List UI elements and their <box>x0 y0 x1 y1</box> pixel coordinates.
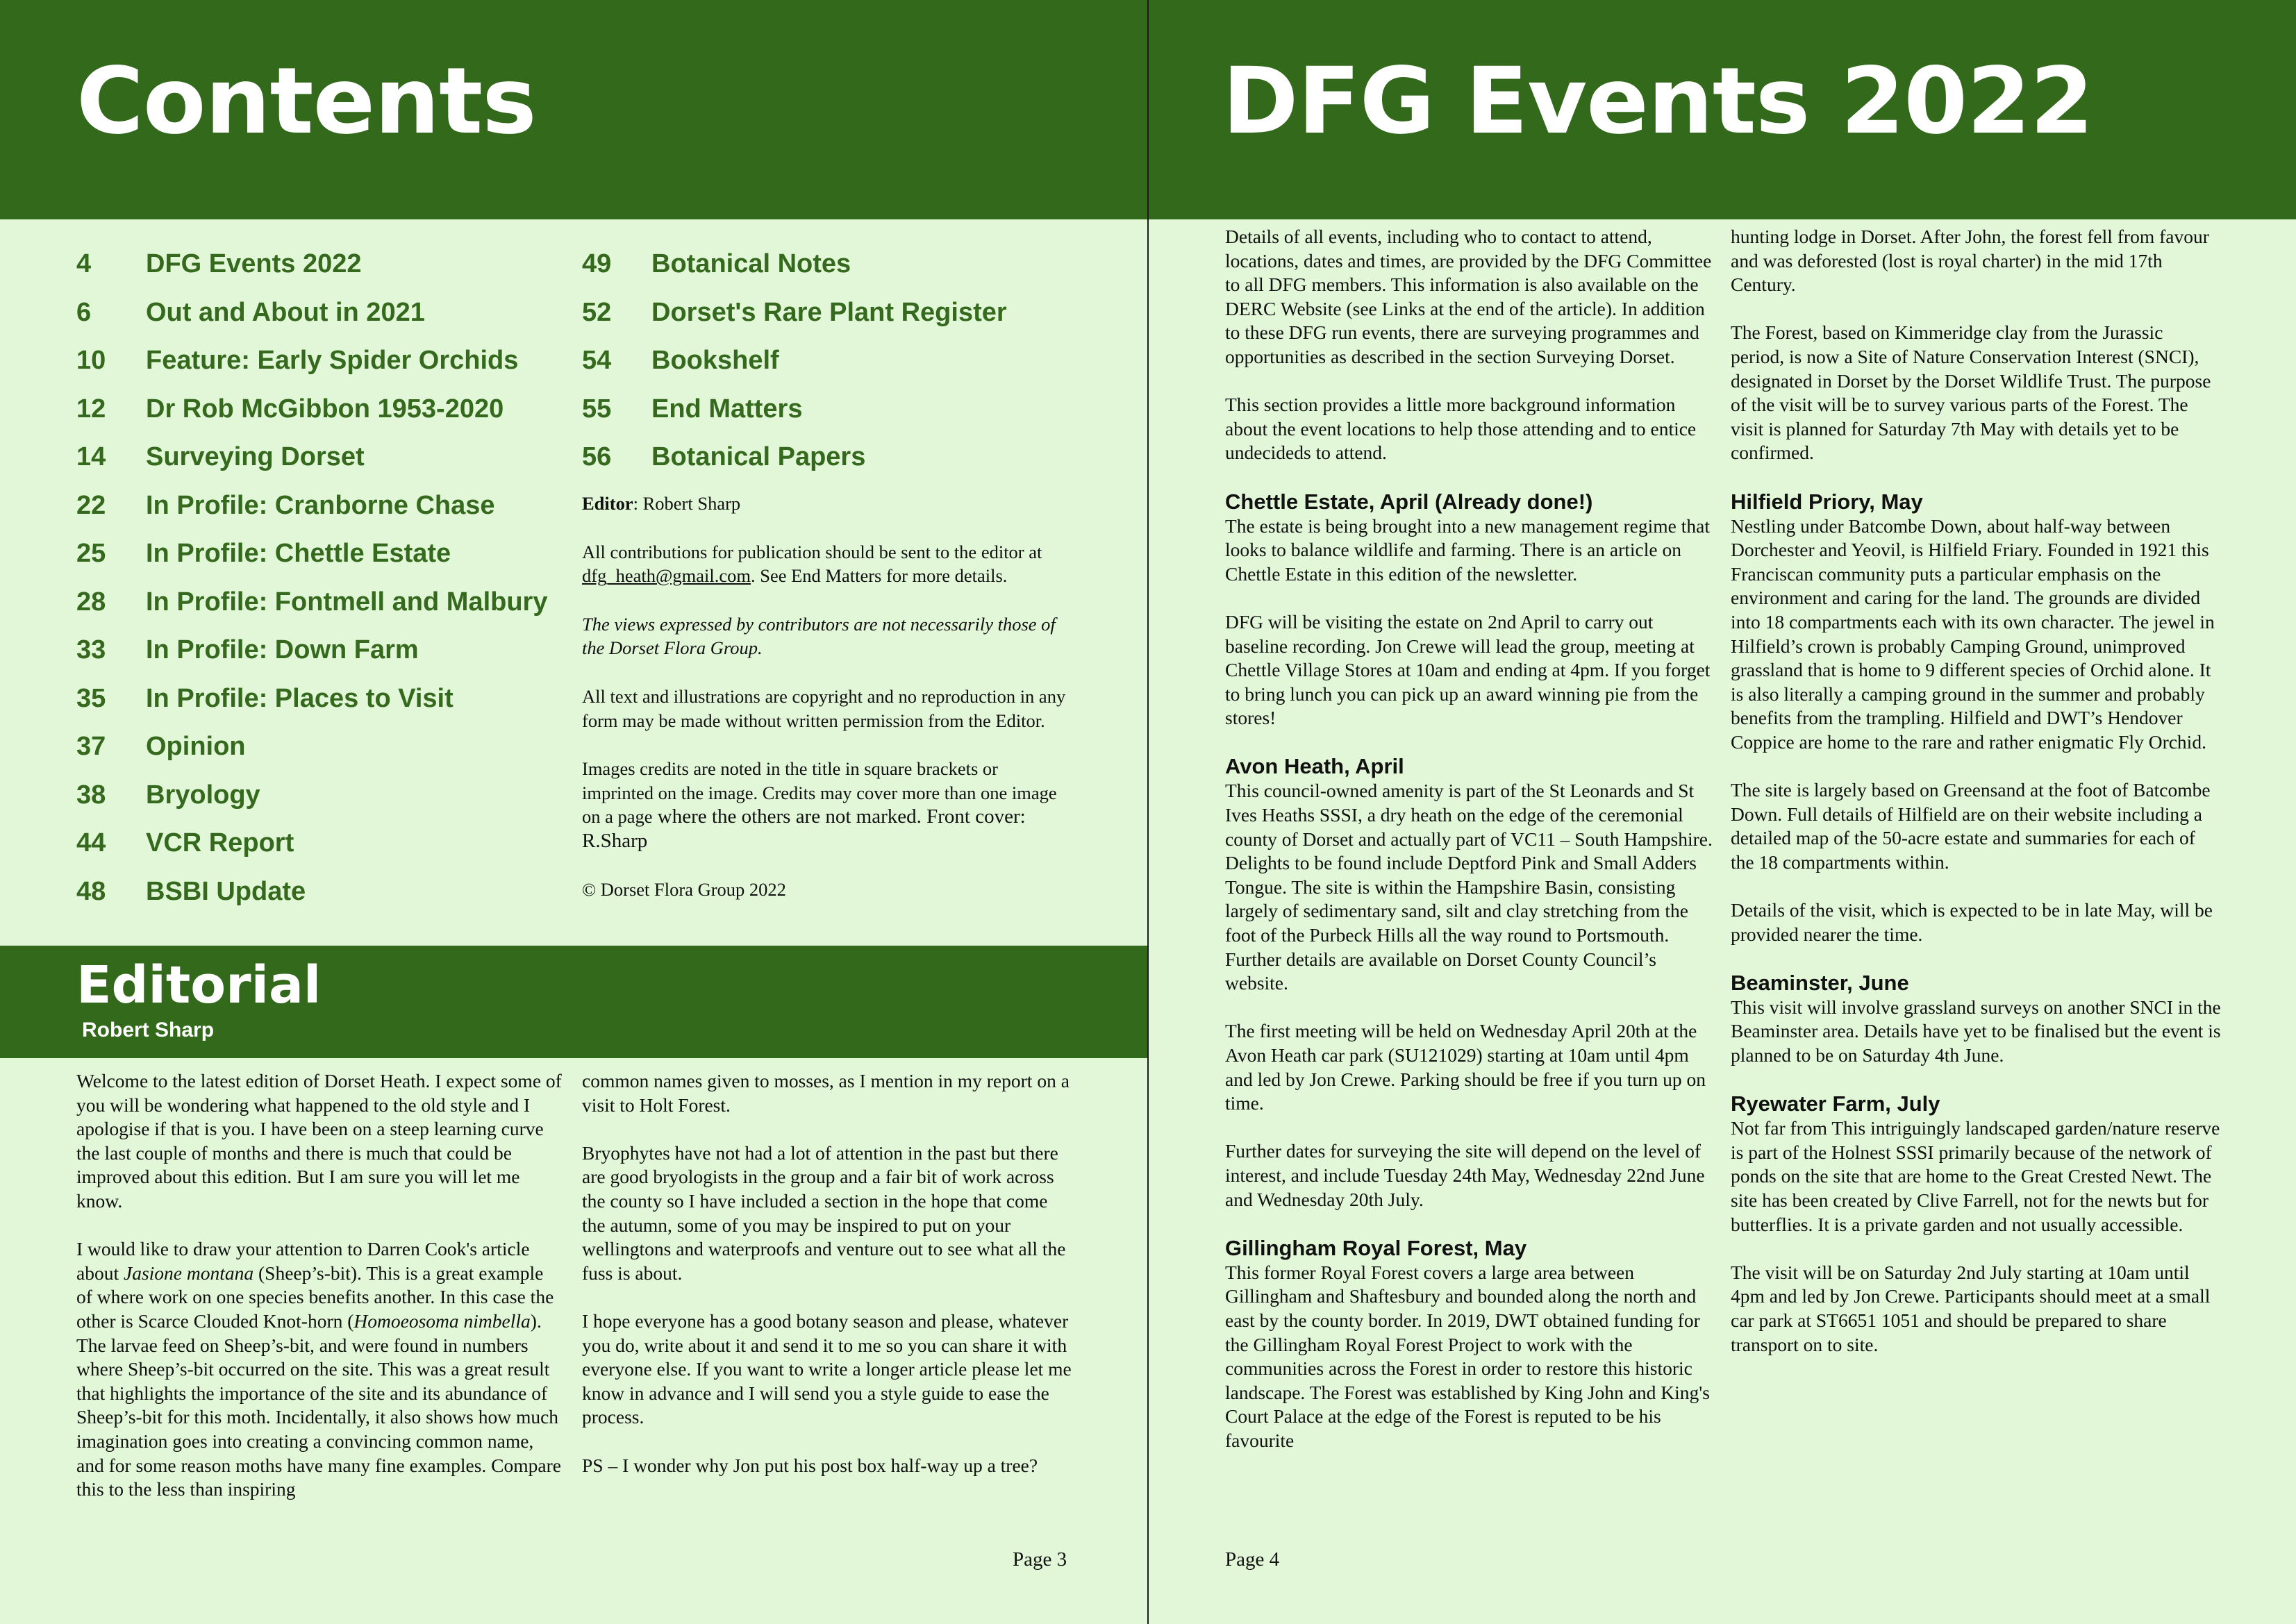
toc-page-number: 4 <box>76 249 92 279</box>
toc-entry-title: In Profile: Places to Visit <box>146 683 454 713</box>
events-paragraph: This former Royal Forest covers a large area between Gillingham and Shaftesbury and bounded along the north and east by the county border. In 2019, DWT obtained funding for the Gillingham Royal Forest Project to work with the communities across the Forest in order to restore this historic landscape. The Forest was established by King John and King's Court Palace at the edge of the Forest is reputed to be his favourite <box>1225 1261 1710 1451</box>
toc-page-number: 44 <box>76 828 106 858</box>
toc-page-number: 28 <box>76 587 106 617</box>
toc-entry[interactable] <box>582 289 1068 337</box>
image-credits-text-end: where the others are not marked. Front cover: R.Sharp <box>582 805 1026 852</box>
events-paragraph: This section provides a little more background information about the event locations to help those attending and to entice undecideds to attend. <box>1225 394 1697 464</box>
editorial-text: ). The larvae feed on Sheep’s-bit, and were found in numbers where Sheep’s-bit occurred on the site. This was a great result that highlights the importance of the site and its abundance of Sheep’s-bit for this moth. Incidentally, it also shows how much imagination goes into creating a convincing common name, and for some reason moths have many fine examples. Compare this to the less than inspiring <box>76 1309 561 1500</box>
species-name: Homoeosoma nimbella <box>353 1309 531 1332</box>
editorial-paragraph <box>76 1237 563 1502</box>
editorial-author: Robert Sharp <box>82 1019 215 1041</box>
toc-entry[interactable] <box>76 240 576 289</box>
editorial-paragraph: Bryophytes have not had a lot of attention in the past but there are good bryologists in the group and a fair bit of work across the county so I have included a section in the hope that come the autumn, some of you may be inspired to put on your wellingtons and waterproofs and venture out to see what all the fuss is about. <box>582 1141 1066 1284</box>
editorial-paragraph: PS – I wonder why Jon put his post box half-way up a tree? <box>582 1454 1038 1476</box>
toc-entry[interactable] <box>582 240 1068 289</box>
toc-entry-title: Opinion <box>146 732 246 762</box>
toc-entry-title: Surveying Dorset <box>146 442 365 472</box>
toc-page-number: 10 <box>76 346 106 376</box>
editorial-text: (Sheep’s-bit). This is a great example of where work on one species benefits another. In this case the other is Scarce Clouded Knot-horn ( <box>76 1262 554 1332</box>
editorial-text: I would like to draw your attention to Darren Cook's article about <box>76 1238 530 1284</box>
events-paragraph: hunting lodge in Dorset. After John, the forest fell from favour and was deforested (lost is royal charter) in the mid 17th Century. <box>1731 226 2209 296</box>
editorial-paragraph: I hope everyone has a good botany season and please, whatever you do, write about it and send it to me so you can share it with everyone else. If you want to write a longer article please let me know in advance and I will send you a style guide to ease the process. <box>582 1309 1072 1428</box>
toc-list-right <box>582 240 1068 482</box>
events-paragraph: This council-owned amenity is part of the St Leonards and St Ives Heaths SSSI, a dry heath on the edge of the ceremonial county of Dorset and actually part of VC11 – South Hampshire. Delights to be found include Deptford Pink and Small Adders Tongue. The site is within the Hampshire Basin, consisting largely of sedimentary sand, silt and clay stretching from the foot of the Purbeck Hills all the way round to Portsmouth. Further details are available on Dorset County Council’s website. <box>1225 780 1713 994</box>
contributions-text-end: . See End Matters for more details. <box>750 565 1008 587</box>
contents-title: Contents <box>76 48 536 155</box>
events-paragraph: DFG will be visiting the estate on 2nd April to carry out baseline recording. Jon Crewe will lead the group, meeting at Chettle Village Stores at 10am and ending at 4pm. If you forget to bring lunch you can pick up an award winning pie from the stores! <box>1225 610 1711 729</box>
toc-entry-title: In Profile: Fontmell and Malbury <box>146 587 548 617</box>
toc-entry-title: Botanical Papers <box>651 442 866 472</box>
left-page <box>0 0 1147 1624</box>
toc-page-number: 52 <box>582 297 612 327</box>
toc-entry[interactable] <box>76 868 576 916</box>
toc-entry[interactable] <box>76 771 576 820</box>
editorial-column-1 <box>76 1069 563 1525</box>
contents-banner <box>0 0 1147 219</box>
editor-email-link[interactable]: dfg_heath@gmail.com <box>582 565 751 587</box>
event-heading: Ryewater Farm, July <box>1731 1091 1940 1116</box>
events-paragraph: The site is largely based on Greensand at the foot of Batcombe Down. Full details of Hilfield are on their website including a detailed map of the 50-acre estate and summaries for each of the 18 compartments within. <box>1731 779 2211 873</box>
toc-entry[interactable] <box>76 675 576 723</box>
toc-page-number: 54 <box>582 346 612 376</box>
copyright-line: © Dorset Flora Group 2022 <box>582 878 786 900</box>
toc-page-number: 37 <box>76 732 106 762</box>
toc-entry-title: BSBI Update <box>146 876 306 906</box>
toc-page-number: 55 <box>582 394 612 424</box>
events-paragraph: Details of the visit, which is expected to be in late May, will be provided nearer the time. <box>1731 899 2213 945</box>
toc-page-number: 12 <box>76 394 106 424</box>
toc-entry[interactable] <box>76 723 576 771</box>
page-number: Page 4 <box>1225 1548 1280 1571</box>
toc-entry[interactable] <box>582 433 1068 482</box>
editorial-column-2 <box>582 1069 1075 1502</box>
event-heading: Beaminster, June <box>1731 970 1909 995</box>
event-heading: Chettle Estate, April (Already done!) <box>1225 489 1593 514</box>
toc-entry-title: Botanical Notes <box>651 249 851 279</box>
right-page <box>1149 0 2296 1624</box>
toc-entry[interactable] <box>76 530 576 578</box>
image-credits-text: Images credits are noted in the title in square brackets or imprinted on the image. Credits may cover more than one image on a page <box>582 758 1057 828</box>
events-title: DFG Events 2022 <box>1222 48 2093 155</box>
contributions-note <box>582 540 1072 588</box>
toc-entry-title: In Profile: Chettle Estate <box>146 539 451 569</box>
event-heading: Avon Heath, April <box>1225 754 1404 779</box>
toc-entry[interactable] <box>76 289 576 337</box>
page-number: Page 3 <box>1013 1548 1067 1571</box>
editorial-paragraph: common names given to mosses, as I mention in my report on a visit to Holt Forest. <box>582 1070 1070 1116</box>
toc-entry-title: DFG Events 2022 <box>146 249 362 279</box>
events-paragraph: Not far from This intriguingly landscaped garden/nature reserve is part of the Holnest SSSI primarily because of the network of ponds on the site that are home to the Great Crested Newt. The site has been created by Clive Farrell, not for the newts but for butterflies. It is a private garden and not usually accessible. <box>1731 1117 2220 1235</box>
toc-entry-title: Bryology <box>146 780 260 810</box>
events-paragraph: This visit will involve grassland surveys on another SNCI in the Beaminster area. Details have yet to be finalised but the event is planned to be on Saturday 4th June. <box>1731 996 2221 1066</box>
events-column-2 <box>1731 225 2221 1381</box>
toc-entry-title: Feature: Early Spider Orchids <box>146 346 519 376</box>
events-paragraph: Further dates for surveying the site will depend on the level of interest, and include Tuesday 24th May, Wednesday 22nd June and Wednesday 20th July. <box>1225 1140 1705 1210</box>
contributions-text: All contributions for publication should be sent to the editor at <box>582 541 1042 562</box>
events-paragraph: The visit will be on Saturday 2nd July starting at 10am until 4pm and led by Jon Crewe. Participants should meet at a small car park at ST6651 1051 and should be prepared to share transport on to site. <box>1731 1261 2211 1355</box>
views-disclaimer: The views expressed by contributors are not necessarily those of the Dorset Flora Group. <box>582 613 1056 659</box>
image-credits-note <box>582 757 1072 853</box>
toc-entry[interactable] <box>76 337 576 385</box>
event-heading: Hilfield Priory, May <box>1731 489 1923 514</box>
toc-entry-title: Bookshelf <box>651 346 779 376</box>
toc-page-number: 49 <box>582 249 612 279</box>
toc-page-number: 6 <box>76 297 92 327</box>
events-paragraph: Details of all events, including who to contact to attend, locations, dates and times, are provided by the DFG Committee to all DFG members. This information is also available on the DERC Website (see Links at the end of the article). In addition to these DFG run events, there are surveying programmes and opportunities as described in the section Surveying Dorset. <box>1225 226 1712 367</box>
publication-info <box>582 492 1072 926</box>
toc-entry-title: VCR Report <box>146 828 294 858</box>
editor-line <box>582 492 1072 516</box>
toc-entry[interactable] <box>76 385 576 434</box>
toc-entry[interactable] <box>76 433 576 482</box>
toc-entry-title: In Profile: Cranborne Chase <box>146 490 495 520</box>
toc-page-number: 38 <box>76 780 106 810</box>
copyright-note: All text and illustrations are copyright and no reproduction in any form may be made without written permission from the Editor. <box>582 685 1066 731</box>
events-column-1 <box>1225 225 1715 1477</box>
toc-page-number: 33 <box>76 635 106 665</box>
species-name: Jasione montana <box>123 1262 254 1284</box>
toc-page-number: 48 <box>76 876 106 906</box>
events-banner <box>1149 0 2296 219</box>
toc-page-number: 35 <box>76 683 106 713</box>
toc-page-number: 25 <box>76 539 106 569</box>
toc-entry-title: End Matters <box>651 394 803 424</box>
editorial-title: Editorial <box>76 955 322 1015</box>
toc-entry-title: In Profile: Down Farm <box>146 635 419 665</box>
toc-entry[interactable] <box>582 385 1068 434</box>
editor-label: Editor <box>582 493 633 514</box>
toc-list-left <box>76 240 576 916</box>
toc-entry[interactable] <box>76 578 576 627</box>
event-heading: Gillingham Royal Forest, May <box>1225 1235 1527 1260</box>
events-paragraph: Nestling under Batcombe Down, about half-way between Dorchester and Yeovil, is Hilfield Friary. Founded in 1921 this Franciscan community puts a particular emphasis on the environment and caring for the land. The grounds are divided into 18 compartments each with its own character. The jewel in Hilfield’s crown is probably Camping Ground, unimproved grassland that is home to 9 different species of Orchid alone. It is also literally a camping ground in the summer and probably benefits from the trampling. Hilfield and DWT’s Hendover Coppice are home to the rare and rather enigmatic Fly Orchid. <box>1731 514 2215 753</box>
toc-entry-title: Dr Rob McGibbon 1953-2020 <box>146 394 504 424</box>
toc-entry[interactable] <box>76 626 576 675</box>
events-paragraph: The first meeting will be held on Wednesday April 20th at the Avon Heath car park (SU121029) starting at 10am until 4pm and led by Jon Crewe. Parking should be free if you turn up on time. <box>1225 1020 1706 1114</box>
toc-page-number: 14 <box>76 442 106 472</box>
events-paragraph: The estate is being brought into a new management regime that looks to balance wildlife and farming. There is an article on Chettle Estate in this edition of the newsletter. <box>1225 514 1710 585</box>
editorial-banner <box>0 946 1147 1058</box>
toc-entry[interactable] <box>76 819 576 868</box>
toc-page-number: 22 <box>76 490 106 520</box>
editor-name: : Robert Sharp <box>633 493 741 514</box>
toc-entry-title: Dorset's Rare Plant Register <box>651 297 1007 327</box>
toc-page-number: 56 <box>582 442 612 472</box>
toc-entry[interactable] <box>582 337 1068 385</box>
events-paragraph: The Forest, based on Kimmeridge clay from the Jurassic period, is now a Site of Nature Conservation Interest (SNCI), designated in Dorset by the Dorset Wildlife Trust. The purpose of the visit will be to survey various parts of the Forest. The visit is planned for Saturday 7th May with details yet to be confirmed. <box>1731 321 2211 464</box>
toc-entry[interactable] <box>76 482 576 530</box>
editorial-paragraph: Welcome to the latest edition of Dorset Heath. I expect some of you will be wondering what happened to the old style and I apologise if that is you. I have been on a steep learning curve the last couple of months and there is much that could be improved about this edition. But I am sure you will let me know. <box>76 1070 562 1212</box>
toc-entry-title: Out and About in 2021 <box>146 297 425 327</box>
